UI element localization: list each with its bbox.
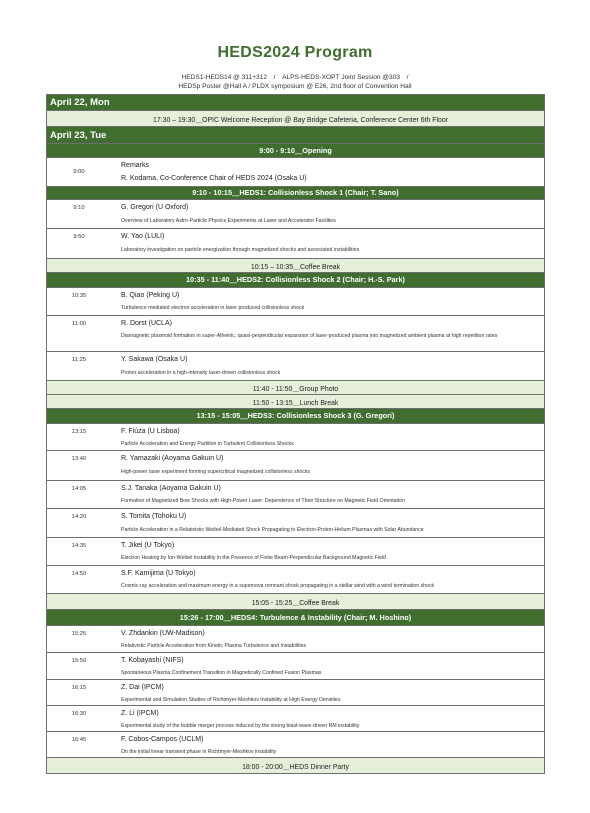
talk-time: 11:25 [71, 357, 87, 363]
talk-title: On the initial linear transient phase in Richtmyer-Meshkov instability [121, 749, 277, 755]
talk-speaker: R. Kodama, Co-Conference Chair of HEDS 2024 (Osaka U) [121, 175, 307, 182]
talk-title: Particle Acceleration and Energy Partition in Turbulent Collisionless Shocks [121, 441, 294, 447]
talk-time: 16:45 [71, 737, 87, 743]
talk-title: Turbulence mediated electron acceleration in laser produced collisionless shock [121, 305, 305, 311]
talk-time: 16:30 [71, 711, 87, 717]
talk-title: Diamagnetic plasmoid formation in super-Alfvénic, quasi-perpendicular expansion of laser-produced plasma into magnetized ambient plasma at high repetition rates [121, 333, 498, 339]
group-photo-row: 11:40 - 11:50＿Group Photo [47, 381, 544, 395]
talk-speaker: Z. Li (IPCM) [121, 710, 159, 717]
talk-time: 9:00 [73, 169, 85, 175]
talk-row [47, 316, 544, 352]
talk-speaker: W. Yao (LULI) [121, 233, 165, 240]
talk-time: 9:10 [73, 205, 85, 211]
talk-row [47, 229, 544, 259]
program-table [46, 94, 545, 774]
talk-speaker: R. Dorst (UCLA) [121, 320, 172, 327]
day-header-apr22: April 22, Mon [47, 95, 544, 111]
opening-session-header: 9:00 - 9:10＿Opening [47, 144, 544, 158]
page-title: HEDS2024 Program [217, 44, 373, 61]
session-header-heds1: 9:10 - 10:15＿HEDS1: Collisionless Shock 1 (Chair; T. Sano) [47, 187, 544, 200]
talk-time: 15:25 [71, 631, 87, 637]
talk-title: Laboratory investigation on particle energization through magnetized shocks and associated instabilities [121, 247, 360, 253]
venue-line-2: HEDSp Poster @Hall A / PLDX symposium @ E26, 2nd floor of Convention Hall [178, 83, 412, 90]
talk-title: Electron Heating by Ion-Weibel Instability in the Presence of Finite Beam-Perpendicular Background Magnetic Field [121, 555, 386, 561]
talk-title: Proton acceleration in a high-intensity laser-driven collisionless shock [121, 370, 281, 376]
talk-speaker: R. Yamazaki (Aoyama Gakuin U) [121, 455, 224, 462]
talk-title: Overview of Laboratory Astro-Particle Physics Experiments at Laser and Accelerator Facilities [121, 218, 336, 224]
remarks-heading: Remarks [121, 162, 150, 169]
talk-row [47, 680, 544, 706]
talk-speaker: V. Zhdankin (UW-Madison) [121, 630, 205, 637]
talk-title: Particle Acceleration in a Relativistic Weibel-Mediated Shock Propagating to Electron-Proton-Helium Plasmas with Solar Abundance [121, 527, 424, 533]
talk-title: Spontaneous Plasma Confinement Transition in Magnetically Confined Fusion Plasmas [121, 670, 322, 676]
coffee-break-row: 15:05 - 15:25＿Coffee Break [47, 594, 544, 610]
talk-row [47, 626, 544, 653]
talk-time: 13:15 [71, 429, 87, 435]
talk-speaker: F. Fiúza (U Lisboa) [121, 428, 180, 435]
talk-time: 14:50 [71, 571, 87, 577]
talk-time: 14:05 [71, 486, 87, 492]
talk-speaker: T. Kobayashi (NIFS) [121, 657, 184, 664]
talk-row [47, 509, 544, 538]
talk-row [47, 424, 544, 451]
talk-time: 10:35 [71, 293, 87, 299]
talk-speaker: Z. Dai (IPCM) [121, 684, 164, 691]
talk-speaker: S.J. Tanaka (Aoyama Gakuin U) [121, 485, 221, 492]
talk-time: 16:15 [71, 685, 87, 691]
lunch-break-row: 11:50 - 13:15＿Lunch Break [47, 395, 544, 409]
talk-row [47, 481, 544, 509]
talk-time: 9:50 [73, 234, 85, 240]
talk-row [47, 706, 544, 732]
session-header-heds3: 13:15 - 15:05＿HEDS3: Collisionless Shock 3 (G. Gregori) [47, 409, 544, 424]
venue-line-1: HEDS1-HEDS14 @ 311+312 / ALPS-HEDS-XOPT Joint Session @303 / [181, 74, 409, 81]
talk-speaker: T. Jikei (U Tokyo) [121, 542, 175, 549]
talk-speaker: S. Tomita (Tohoku U) [121, 513, 187, 520]
day-header-apr23: April 23, Tue [47, 127, 544, 144]
session-header-heds2: 10:35 - 11:40＿HEDS2: Collisionless Shock 2 (Chair; H.-S. Park) [47, 273, 544, 288]
talk-time: 15:50 [71, 658, 87, 664]
talk-row [47, 566, 544, 594]
talk-row [47, 352, 544, 381]
talk-time: 11:00 [71, 321, 87, 327]
talk-title: Relativistic Particle Acceleration from Kinetic Plasma Turbulence and Instabilities [121, 643, 307, 649]
talk-speaker: S.F. Kamijima (U Tokyo) [121, 570, 196, 577]
talk-title: High-power laser experiment forming supercritical magnetized collisionless shocks [121, 469, 311, 475]
talk-title: Experimental and Simulation Studies of Richtmyer-Meshkov Instability at High Energy Densities [121, 697, 341, 703]
talk-title: Experimental study of the bubble merger process induced by the strong blast-wave-driven RM instability [121, 723, 360, 729]
talk-speaker: B. Qiao (Peking U) [121, 292, 180, 299]
talk-title: Formation of Magnetized Bow Shocks with High-Power Laser: Dependence of Their Structure on Magnetic Field Orientation [121, 498, 405, 504]
talk-speaker: G. Gregori (U Oxford) [121, 204, 189, 211]
talk-speaker: F. Cobos-Campos (UCLM) [121, 736, 204, 743]
remarks-row [47, 158, 544, 187]
talk-row [47, 653, 544, 680]
talk-title: Cosmic-ray acceleration and maximum energy in a supernova remnant shock propagating in a stellar wind with a wind termination shock [121, 583, 435, 589]
talk-speaker: Y. Sakawa (Osaka U) [121, 356, 188, 363]
session-header-heds4: 15:26 - 17:00＿HEDS4: Turbulence & Instability (Chair; M. Hoshino) [47, 610, 544, 626]
talk-row [47, 538, 544, 566]
welcome-reception-row: 17:30 – 19:30＿OPIC Welcome Reception @ Bay Bridge Cafeteria, Conference Center 6th Floor [47, 111, 544, 127]
dinner-party-row: 18:00 - 20:00＿HEDS Dinner Party [47, 758, 544, 774]
talk-row [47, 451, 544, 481]
talk-row [47, 200, 544, 229]
talk-time: 14:35 [71, 543, 87, 549]
talk-time: 14:20 [71, 514, 87, 520]
talk-row [47, 288, 544, 316]
coffee-break-row: 10:15 – 10:35＿Coffee Break [47, 259, 544, 273]
talk-time: 13:40 [71, 456, 87, 462]
talk-row [47, 732, 544, 758]
